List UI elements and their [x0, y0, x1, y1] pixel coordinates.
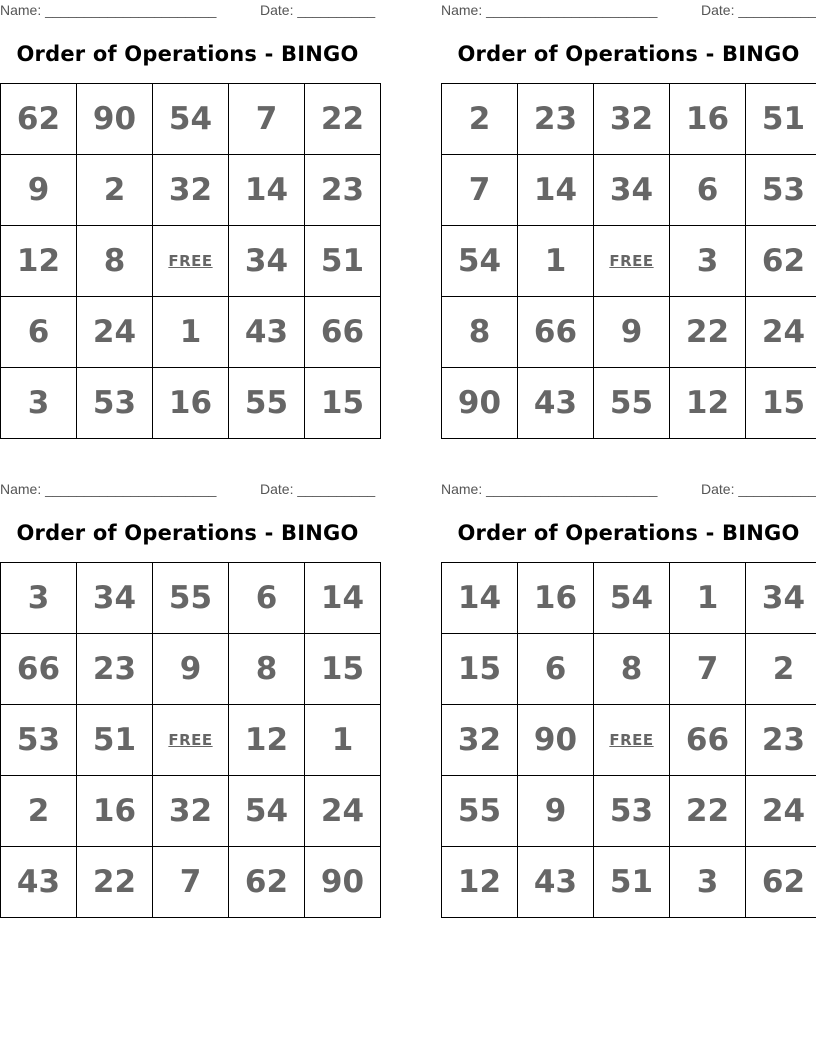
bingo-row [442, 155, 816, 226]
bingo-cell[interactable]: 8 [77, 226, 153, 297]
card-header [0, 479, 375, 499]
bingo-cell[interactable]: 6 [518, 634, 594, 705]
bingo-cell[interactable]: 8 [442, 297, 518, 368]
bingo-row [442, 226, 816, 297]
bingo-cell[interactable]: 66 [305, 297, 381, 368]
bingo-cell[interactable]: 14 [305, 563, 381, 634]
bingo-cell[interactable]: 54 [442, 226, 518, 297]
bingo-cell[interactable]: 9 [1, 155, 77, 226]
bingo-cell[interactable]: 8 [594, 634, 670, 705]
name-line: Name: ______________________ [0, 2, 217, 18]
bingo-cell[interactable]: 55 [153, 563, 229, 634]
bingo-grid [441, 83, 816, 439]
date-line: Date: __________ [260, 481, 376, 497]
bingo-cell[interactable]: 6 [229, 563, 305, 634]
bingo-cell[interactable]: 1 [305, 705, 381, 776]
bingo-cell[interactable]: 2 [442, 84, 518, 155]
bingo-cell[interactable]: 7 [670, 634, 746, 705]
card-title: Order of Operations - BINGO [457, 521, 800, 545]
bingo-card [441, 479, 816, 919]
bingo-cell[interactable]: 23 [746, 705, 816, 776]
date-line: Date: __________ [701, 2, 816, 18]
bingo-cell[interactable]: 14 [442, 563, 518, 634]
bingo-cell[interactable]: 54 [594, 563, 670, 634]
bingo-cell[interactable]: 43 [518, 847, 594, 918]
bingo-cell[interactable]: 7 [442, 155, 518, 226]
card-title: Order of Operations - BINGO [16, 42, 359, 66]
free-space[interactable]: FREE [594, 226, 670, 297]
bingo-cell[interactable]: 15 [746, 368, 816, 439]
bingo-cell[interactable]: 3 [1, 563, 77, 634]
bingo-cell[interactable]: 32 [442, 705, 518, 776]
bingo-row [1, 226, 381, 297]
bingo-cell[interactable]: 12 [229, 705, 305, 776]
bingo-cell[interactable]: 34 [594, 155, 670, 226]
bingo-grid [0, 562, 381, 918]
bingo-cell[interactable]: 16 [153, 368, 229, 439]
bingo-cell[interactable]: 22 [77, 847, 153, 918]
bingo-cell[interactable]: 6 [1, 297, 77, 368]
bingo-cell[interactable]: 9 [153, 634, 229, 705]
bingo-cell[interactable]: 3 [670, 847, 746, 918]
bingo-cell[interactable]: 43 [229, 297, 305, 368]
bingo-cell[interactable]: 2 [1, 776, 77, 847]
date-line: Date: __________ [260, 2, 376, 18]
bingo-cell[interactable]: 51 [594, 847, 670, 918]
card-header [0, 0, 375, 20]
bingo-cell[interactable]: 32 [153, 155, 229, 226]
bingo-cell[interactable]: 90 [77, 84, 153, 155]
bingo-cell[interactable]: 12 [670, 368, 746, 439]
bingo-cell[interactable]: 66 [518, 297, 594, 368]
bingo-row [1, 563, 381, 634]
bingo-cell[interactable]: 2 [746, 634, 816, 705]
bingo-row [442, 84, 816, 155]
bingo-row [442, 634, 816, 705]
bingo-row [442, 297, 816, 368]
bingo-cell[interactable]: 23 [77, 634, 153, 705]
bingo-cell[interactable]: 12 [1, 226, 77, 297]
bingo-cell[interactable]: 6 [670, 155, 746, 226]
bingo-cell[interactable]: 16 [670, 84, 746, 155]
bingo-cell[interactable]: 1 [518, 226, 594, 297]
bingo-card [0, 0, 375, 440]
bingo-cell[interactable]: 3 [670, 226, 746, 297]
bingo-cell[interactable]: 22 [305, 84, 381, 155]
bingo-cell[interactable]: 34 [746, 563, 816, 634]
bingo-cell[interactable]: 22 [670, 776, 746, 847]
card-title: Order of Operations - BINGO [457, 42, 800, 66]
bingo-cell[interactable]: 54 [229, 776, 305, 847]
bingo-cell[interactable]: 15 [305, 634, 381, 705]
card-header [441, 479, 816, 499]
bingo-row [1, 705, 381, 776]
bingo-cell[interactable]: 1 [670, 563, 746, 634]
bingo-row [442, 368, 816, 439]
bingo-row [1, 847, 381, 918]
bingo-cell[interactable]: 53 [1, 705, 77, 776]
bingo-cell[interactable]: 16 [77, 776, 153, 847]
bingo-row [1, 84, 381, 155]
bingo-cell[interactable]: 23 [305, 155, 381, 226]
bingo-card [0, 479, 375, 919]
bingo-cell[interactable]: 9 [518, 776, 594, 847]
bingo-cell[interactable]: 12 [442, 847, 518, 918]
bingo-cell[interactable]: 62 [746, 847, 816, 918]
bingo-cell[interactable]: 9 [594, 297, 670, 368]
bingo-cell[interactable]: 2 [77, 155, 153, 226]
free-space[interactable]: FREE [594, 705, 670, 776]
bingo-cell[interactable]: 32 [594, 84, 670, 155]
bingo-cell[interactable]: 54 [153, 84, 229, 155]
bingo-cell[interactable]: 62 [1, 84, 77, 155]
bingo-row [1, 634, 381, 705]
bingo-grid [0, 83, 381, 439]
bingo-cell[interactable]: 53 [746, 155, 816, 226]
bingo-row [442, 563, 816, 634]
bingo-cell[interactable]: 34 [77, 563, 153, 634]
bingo-cell[interactable]: 14 [229, 155, 305, 226]
bingo-cell[interactable]: 24 [746, 776, 816, 847]
bingo-row [1, 297, 381, 368]
bingo-cell[interactable]: 51 [746, 84, 816, 155]
name-line: Name: ______________________ [0, 481, 217, 497]
bingo-cell[interactable]: 62 [229, 847, 305, 918]
bingo-cell[interactable]: 24 [305, 776, 381, 847]
name-line: Name: ______________________ [441, 481, 658, 497]
bingo-cell[interactable]: 66 [670, 705, 746, 776]
bingo-cell[interactable]: 51 [77, 705, 153, 776]
bingo-cell[interactable]: 90 [518, 705, 594, 776]
bingo-cell[interactable]: 55 [442, 776, 518, 847]
bingo-cell[interactable]: 22 [670, 297, 746, 368]
bingo-cell[interactable]: 15 [442, 634, 518, 705]
card-header [441, 0, 816, 20]
bingo-row [1, 368, 381, 439]
bingo-cell[interactable]: 34 [229, 226, 305, 297]
bingo-cell[interactable]: 53 [77, 368, 153, 439]
bingo-cell[interactable]: 8 [229, 634, 305, 705]
bingo-cell[interactable]: 32 [153, 776, 229, 847]
bingo-cell[interactable]: 43 [518, 368, 594, 439]
card-title: Order of Operations - BINGO [16, 521, 359, 545]
bingo-cell[interactable]: 15 [305, 368, 381, 439]
free-space[interactable]: FREE [153, 705, 229, 776]
date-line: Date: __________ [701, 481, 816, 497]
bingo-cell[interactable]: 14 [518, 155, 594, 226]
bingo-cell[interactable]: 55 [229, 368, 305, 439]
bingo-grid [441, 562, 816, 918]
bingo-cell[interactable]: 1 [153, 297, 229, 368]
bingo-row [442, 705, 816, 776]
bingo-cell[interactable]: 3 [1, 368, 77, 439]
bingo-cell[interactable]: 62 [746, 226, 816, 297]
bingo-cell[interactable]: 43 [1, 847, 77, 918]
bingo-cell[interactable]: 53 [594, 776, 670, 847]
bingo-card [441, 0, 816, 440]
free-space[interactable]: FREE [153, 226, 229, 297]
name-line: Name: ______________________ [441, 2, 658, 18]
bingo-row [442, 847, 816, 918]
bingo-cell[interactable]: 66 [1, 634, 77, 705]
bingo-row [1, 155, 381, 226]
bingo-cell[interactable]: 90 [442, 368, 518, 439]
bingo-cell[interactable]: 24 [746, 297, 816, 368]
bingo-cell[interactable]: 51 [305, 226, 381, 297]
bingo-row [1, 776, 381, 847]
bingo-row [442, 776, 816, 847]
bingo-cell[interactable]: 90 [305, 847, 381, 918]
bingo-cell[interactable]: 7 [229, 84, 305, 155]
bingo-cell[interactable]: 23 [518, 84, 594, 155]
bingo-cell[interactable]: 24 [77, 297, 153, 368]
bingo-cell[interactable]: 7 [153, 847, 229, 918]
bingo-cell[interactable]: 16 [518, 563, 594, 634]
bingo-cell[interactable]: 55 [594, 368, 670, 439]
